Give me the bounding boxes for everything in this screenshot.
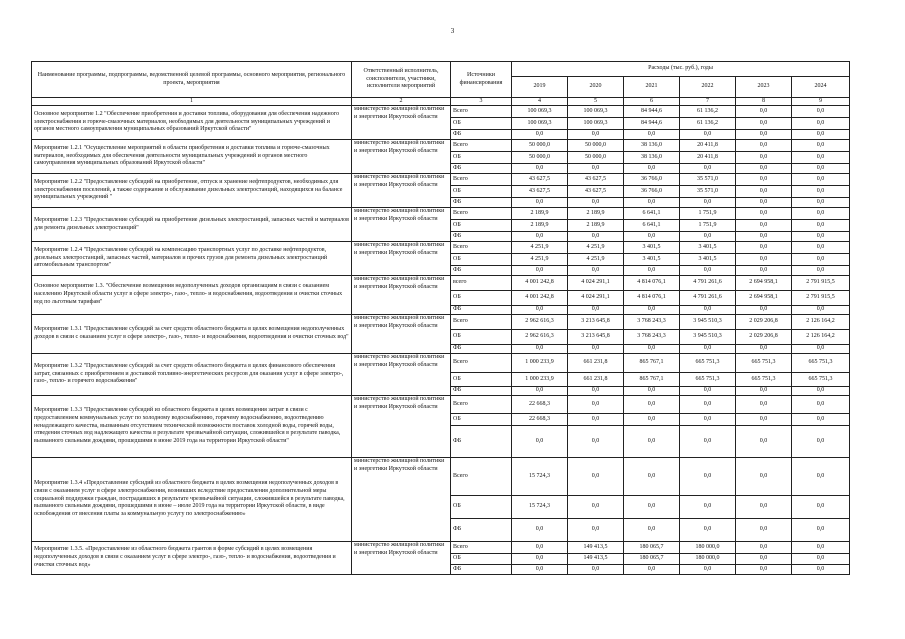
funding-source: ОБ [451,330,512,345]
activity-name: Мероприятие 1.3.5. «Предоставление из областного бюджета грантов в форме субсидий в целях возмещения недополученных доходов в связи с оказанием услуг в сфере электро-, газо-, тепло- и водоснабжения, водоотведения и очистки сточных вод» [32,542,352,575]
header-year: 2024 [792,77,850,98]
expense-value: 3 213 645,8 [568,315,624,330]
expense-value: 0,0 [624,130,680,140]
expense-value: 0,0 [736,254,792,266]
funding-source: ОБ [451,186,512,198]
expense-value: 0,0 [792,220,850,232]
expense-value: 0,0 [624,232,680,242]
funding-source: ОБ [451,554,512,565]
expense-value: 0,0 [624,387,680,396]
expense-value: 0,0 [568,519,624,542]
activity-name: Мероприятие 1.2.2 "Предоставление субсидий на приобретение, отпуск и хранение нефтепродуктов, необходимых для электроснабжения поселений, а также содержание и обслуживание дизельных электростанций, находящихся на балансе муниципальных учреждений " [32,174,352,208]
expense-value: 2 126 164,2 [792,330,850,345]
expense-value: 2 189,9 [512,220,568,232]
funding-source: Всего [451,458,512,496]
table-row [32,458,850,496]
expense-value: 15 724,3 [512,458,568,496]
expense-value: 0,0 [736,542,792,554]
funding-source: ФБ [451,164,512,174]
expense-value: 0,0 [736,130,792,140]
funding-source: Всего [451,315,512,330]
expense-value: 0,0 [624,345,680,354]
expense-value: 0,0 [512,198,568,208]
page-number: 3 [450,27,455,35]
expense-value: 0,0 [512,542,568,554]
activity-name: Мероприятие 1.2.3 "Предоставление субсидий на приобретение дизельных электростанций, запасных частей и материалов для ремонта дизельных электростанций" [32,208,352,242]
expense-value: 665 751,3 [736,354,792,373]
responsible-executor: министерство жилищной политики и энергетики Иркутской области [352,542,451,575]
expense-value: 665 751,3 [792,354,850,373]
expense-value: 43 627,5 [568,186,624,198]
expense-value: 0,0 [512,565,568,575]
expense-value: 0,0 [624,458,680,496]
expense-value: 38 136,0 [624,152,680,164]
expense-value: 0,0 [736,426,792,458]
funding-source: ФБ [451,130,512,140]
column-number: 3 [451,98,512,106]
funding-source: ОБ [451,496,512,519]
expense-value: 50 000,0 [568,140,624,152]
expense-value: 0,0 [792,426,850,458]
expense-value: 22 668,3 [512,396,568,414]
column-number: 8 [736,98,792,106]
funding-source: Всего [451,542,512,554]
funding-source: ОБ [451,373,512,387]
expense-value: 0,0 [680,496,736,519]
funding-source: ОБ [451,291,512,306]
expense-value: 0,0 [568,565,624,575]
expense-value: 20 411,8 [680,140,736,152]
header-expenses: Расходы (тыс. руб.), годы [512,62,850,77]
expense-value: 3 401,5 [680,254,736,266]
funding-source: Всего [451,354,512,373]
responsible-executor: министерство жилищной политики и энергетики Иркутской области [352,242,451,276]
responsible-executor: министерство жилищной политики и энергетики Иркутской области [352,458,451,542]
expense-value: 0,0 [512,554,568,565]
expense-value: 100 069,3 [568,106,624,118]
expense-value: 0,0 [792,164,850,174]
expense-value: 0,0 [736,118,792,130]
expense-value: 0,0 [736,152,792,164]
expense-value: 0,0 [792,306,850,315]
funding-source: ФБ [451,387,512,396]
expense-value: 0,0 [512,387,568,396]
expense-value: 0,0 [624,565,680,575]
expense-value: 0,0 [736,387,792,396]
responsible-executor: министерство жилищной политики и энергетики Иркутской области [352,174,451,208]
expense-value: 100 069,3 [512,118,568,130]
expense-value: 0,0 [680,306,736,315]
expense-value: 0,0 [512,232,568,242]
expense-value: 2 694 958,1 [736,276,792,291]
expense-value: 4 814 076,1 [624,276,680,291]
expense-value: 0,0 [680,198,736,208]
expense-value: 180 000,0 [680,542,736,554]
expense-value: 4 251,9 [512,242,568,254]
expense-value: 0,0 [680,164,736,174]
expense-value: 2 962 616,3 [512,315,568,330]
expense-value: 180 065,7 [624,542,680,554]
funding-source: ФБ [451,232,512,242]
expense-value: 22 668,3 [512,414,568,426]
activity-name: Мероприятие 1.2.1 "Осуществление мероприятий в области приобретения и доставки топлива и горюче-смазочных материалов, необходимых для обеспечения деятельности муниципальных учреждений и органов местного самоуправления муниципальных образований Иркутской области" [32,140,352,174]
responsible-executor: министерство жилищной политики и энергетики Иркутской области [352,354,451,396]
expense-value: 665 751,3 [680,373,736,387]
expense-value: 4 001 242,8 [512,276,568,291]
expense-value: 4 001 242,8 [512,291,568,306]
expense-value: 180 065,7 [624,554,680,565]
expense-value: 0,0 [680,345,736,354]
expense-value: 3 213 645,8 [568,330,624,345]
expense-value: 0,0 [792,414,850,426]
expense-value: 0,0 [512,426,568,458]
expense-value: 665 751,3 [736,373,792,387]
expense-value: 36 766,0 [624,174,680,186]
expense-value: 1 000 233,9 [512,354,568,373]
table-row [32,542,850,554]
header-year: 2020 [568,77,624,98]
expense-value: 149 413,5 [568,554,624,565]
expense-value: 0,0 [736,208,792,220]
expense-value: 0,0 [792,554,850,565]
funding-source: ФБ [451,565,512,575]
activity-name: Основное мероприятие 1.3. "Обеспечение возмещения недополученных доходов организациям в связи с оказанием населению Иркутской области услуг в сфере электро-, газо-, тепло- и водоснабжения, водоотведения и очистки сточных вод по льготным тарифам" [32,276,352,315]
expense-value: 0,0 [680,414,736,426]
expense-value: 50 000,0 [512,140,568,152]
expense-value: 0,0 [736,414,792,426]
expense-value: 0,0 [512,519,568,542]
expense-value: 0,0 [568,396,624,414]
funding-source: ФБ [451,426,512,458]
expense-value: 0,0 [512,306,568,315]
expense-value: 0,0 [624,198,680,208]
activity-name: Мероприятие 1.3.4 «Предоставление субсидий из областного бюджета в целях возмещения недополученных доходов в связи с оказанием услуг в сфере электроснабжения, возникших вследствие предоставления дополнительной меры социальной поддержки граждан, пострадавших в результате чрезвычайной ситуации, сложившейся в результате паводка, вызванного сильными дождями, прошедшими в июне – июле 2019 года на территории Иркутской области, в виде освобождения от внесения платы за коммунальную услугу по электроснабжению» [32,458,352,542]
column-number: 9 [792,98,850,106]
expense-value: 1 751,9 [680,220,736,232]
expense-value: 2 029 206,8 [736,315,792,330]
responsible-executor: министерство жилищной политики и энергетики Иркутской области [352,276,451,315]
expense-value: 3 945 510,3 [680,315,736,330]
expense-value: 0,0 [736,496,792,519]
expense-value: 2 791 915,5 [792,291,850,306]
expense-value: 0,0 [624,426,680,458]
header-year: 2022 [680,77,736,98]
responsible-executor: министерство жилищной политики и энергетики Иркутской области [352,315,451,354]
expense-value: 0,0 [568,306,624,315]
responsible-executor: министерство жилищной политики и энергетики Иркутской области [352,140,451,174]
expense-value: 0,0 [568,266,624,276]
expense-value: 2 029 206,8 [736,330,792,345]
expense-value: 0,0 [736,565,792,575]
expense-value: 0,0 [624,306,680,315]
funding-source: ФБ [451,266,512,276]
funding-source: Всего [451,106,512,118]
expense-value: 0,0 [792,542,850,554]
table-row [32,106,850,118]
expense-value: 0,0 [680,232,736,242]
expense-value: 0,0 [792,458,850,496]
expense-value: 0,0 [736,306,792,315]
expense-value: 0,0 [736,174,792,186]
expense-value: 1 751,9 [680,208,736,220]
expense-value: 6 641,1 [624,220,680,232]
expense-value: 2 694 958,1 [736,291,792,306]
expense-value: 4 024 291,1 [568,291,624,306]
expense-value: 0,0 [568,414,624,426]
expense-value: 0,0 [568,198,624,208]
expense-value: 3 401,5 [624,254,680,266]
expense-value: 0,0 [736,140,792,152]
activity-name: Мероприятие 1.2.4 "Предоставление субсидий на компенсацию транспортных услуг по доставке нефтепродуктов, дизельных электростанций, запасных частей, материалов и прочих грузов для ремонта дизельных электростанций автомобильным транспортом" [32,242,352,276]
expense-value: 43 627,5 [512,174,568,186]
expense-value: 0,0 [792,140,850,152]
expense-value: 0,0 [792,198,850,208]
expense-value: 865 767,1 [624,354,680,373]
expense-value: 0,0 [736,266,792,276]
column-number: 5 [568,98,624,106]
expense-value: 0,0 [736,198,792,208]
funding-source: Всего [451,140,512,152]
expense-value: 4 251,9 [568,254,624,266]
expense-value: 0,0 [736,186,792,198]
expense-value: 149 413,5 [568,542,624,554]
responsible-executor: министерство жилищной политики и энергетики Иркутской области [352,208,451,242]
expense-value: 0,0 [792,186,850,198]
expense-value: 2 962 616,3 [512,330,568,345]
funding-source: ФБ [451,306,512,315]
expense-value: 0,0 [624,414,680,426]
expense-value: 0,0 [736,106,792,118]
expense-value: 0,0 [568,496,624,519]
expense-value: 0,0 [680,387,736,396]
expense-value: 0,0 [736,458,792,496]
expense-value: 661 231,8 [568,373,624,387]
column-number: 1 [32,98,352,106]
expense-value: 0,0 [792,396,850,414]
header-year: 2021 [624,77,680,98]
table-row [32,315,850,330]
expense-value: 0,0 [792,266,850,276]
funding-source: ФБ [451,519,512,542]
expense-value: 0,0 [624,396,680,414]
expense-value: 84 944,6 [624,118,680,130]
expense-value: 0,0 [624,519,680,542]
expense-value: 35 571,0 [680,186,736,198]
expense-value: 0,0 [792,242,850,254]
expense-value: 180 000,0 [680,554,736,565]
expense-value: 1 000 233,9 [512,373,568,387]
column-number: 7 [680,98,736,106]
expense-value: 43 627,5 [568,174,624,186]
expense-value: 84 944,6 [624,106,680,118]
table-row [32,174,850,186]
table-row [32,276,850,291]
expense-value: 100 069,3 [512,106,568,118]
expense-value: 35 571,0 [680,174,736,186]
funding-source: ОБ [451,118,512,130]
expense-value: 0,0 [512,164,568,174]
expense-value: 0,0 [792,106,850,118]
expense-value: 6 641,1 [624,208,680,220]
responsible-executor: министерство жилищной политики и энергетики Иркутской области [352,106,451,140]
expense-value: 0,0 [792,130,850,140]
expense-value: 0,0 [792,232,850,242]
header-year: 2023 [736,77,792,98]
expense-value: 50 000,0 [568,152,624,164]
expense-value: 0,0 [680,458,736,496]
expense-value: 0,0 [680,426,736,458]
expense-value: 4 814 076,1 [624,291,680,306]
expense-value: 3 401,5 [624,242,680,254]
expense-value: 0,0 [512,266,568,276]
expense-value: 20 411,8 [680,152,736,164]
column-number: 2 [352,98,451,106]
expense-value: 0,0 [568,232,624,242]
expense-value: 0,0 [680,519,736,542]
expense-value: 4 791 261,6 [680,276,736,291]
column-number: 6 [624,98,680,106]
funding-source: всего [451,276,512,291]
expense-value: 865 767,1 [624,373,680,387]
funding-source: Всего [451,396,512,414]
expense-value: 0,0 [680,130,736,140]
expense-value: 0,0 [736,396,792,414]
funding-source: Всего [451,174,512,186]
funding-source: ФБ [451,345,512,354]
expense-value: 0,0 [792,519,850,542]
expense-value: 2 189,9 [568,220,624,232]
expense-value: 2 791 915,5 [792,276,850,291]
expense-value: 0,0 [568,130,624,140]
column-number: 4 [512,98,568,106]
expense-value: 3 768 243,3 [624,330,680,345]
expense-value: 0,0 [736,345,792,354]
expense-value: 36 766,0 [624,186,680,198]
expense-value: 0,0 [792,254,850,266]
table-body [32,106,850,575]
responsible-executor: министерство жилищной политики и энергетики Иркутской области [352,396,451,458]
expense-value: 0,0 [736,220,792,232]
expense-value: 0,0 [792,174,850,186]
expense-value: 0,0 [512,345,568,354]
expense-value: 661 231,8 [568,354,624,373]
expense-value: 0,0 [792,118,850,130]
table-row [32,140,850,152]
funding-source: ОБ [451,220,512,232]
expense-value: 0,0 [792,208,850,220]
expense-value: 4 251,9 [568,242,624,254]
funding-source: ФБ [451,198,512,208]
expense-value: 0,0 [624,496,680,519]
expense-value: 0,0 [736,242,792,254]
funding-source: Всего [451,208,512,220]
expense-value: 665 751,3 [792,373,850,387]
expense-value: 0,0 [568,426,624,458]
expense-value: 2 126 164,2 [792,315,850,330]
table-row [32,208,850,220]
expense-value: 61 136,2 [680,106,736,118]
activity-name: Мероприятие 1.3.3 "Предоставление субсидий из областного бюджета в целях возмещения затрат в связи с предоставлением коммунальных услуг по холодному водоснабжению, горячему водоснабжению, водоотведению ненадлежащего качества, вызванным отсутствием технической возможности поставок холодной воды, горячей воды, отведения сточных вод надлежащего качества в результате чрезвычайной ситуации, сложившейся в результате паводка, вызванного сильными дождями, прошедшими в июне 2019 года на территории Иркутской области" [32,396,352,458]
expense-value: 0,0 [736,164,792,174]
expense-value: 3 945 510,3 [680,330,736,345]
expense-value: 43 627,5 [512,186,568,198]
expense-value: 0,0 [512,130,568,140]
expense-value: 0,0 [792,496,850,519]
expense-value: 15 724,3 [512,496,568,519]
expense-value: 0,0 [624,164,680,174]
funding-source: Всего [451,242,512,254]
expense-value: 0,0 [792,387,850,396]
expense-value: 3 768 243,3 [624,315,680,330]
header-year: 2019 [512,77,568,98]
expense-value: 2 189,9 [568,208,624,220]
expense-value: 38 136,0 [624,140,680,152]
funding-source: ОБ [451,152,512,164]
header-executor: Ответственный исполнитель, соисполнители, участники, исполнители мероприятий [352,62,451,98]
expense-value: 0,0 [792,565,850,575]
header-source: Источники финансирования [451,62,512,98]
expense-value: 0,0 [568,458,624,496]
expense-value: 2 189,9 [512,208,568,220]
expense-value: 50 000,0 [512,152,568,164]
expense-value: 0,0 [568,345,624,354]
expense-value: 0,0 [568,164,624,174]
expense-value: 665 751,3 [680,354,736,373]
expense-value: 3 401,5 [680,242,736,254]
table-row [32,354,850,373]
expense-value: 100 069,3 [568,118,624,130]
expense-value: 0,0 [736,519,792,542]
header-name: Наименование программы, подпрограммы, ведомственной целевой программы, основного мероприятия, регионального проекта, мероприятия [32,62,352,98]
expense-value: 0,0 [792,345,850,354]
expense-value: 0,0 [736,232,792,242]
expense-value: 0,0 [680,565,736,575]
expense-value: 4 251,9 [512,254,568,266]
activity-name: Мероприятие 1.3.1 "Предоставление субсидий за счет средств областного бюджета в целях возмещения недополученных доходов в связи с оказанием услуг в сфере электро-, газо-, тепло- и водоснабжения, водоотведения и очистки сточных вод" [32,315,352,354]
table-row [32,242,850,254]
expense-value: 0,0 [792,152,850,164]
table-row [32,396,850,414]
expense-value: 0,0 [736,554,792,565]
activity-name: Мероприятие 1.3.2 "Предоставление субсидий за счет средств областного бюджета в целях финансового обеспечения затрат, связанных с приобретением и доставкой топливно-энергетических ресурсов для оказания услуг в сфере электро-, газо-, тепло- и горячего водоснабжения" [32,354,352,396]
funding-source: ОБ [451,254,512,266]
activity-name: Основное мероприятие 1.2 "Обеспечение приобретения и доставки топлива, оборудования для обеспечения надежного электроснабжения и горюче-смазочных материалов, необходимых для деятельности муниципальных учреждений и органов местного самоуправления муниципальных образований Иркутской области" [32,106,352,140]
expenses-table [31,61,850,575]
expense-value: 4 791 261,6 [680,291,736,306]
expense-value: 0,0 [568,387,624,396]
expense-value: 61 136,2 [680,118,736,130]
expense-value: 0,0 [624,266,680,276]
funding-source: ОБ [451,414,512,426]
expense-value: 0,0 [680,266,736,276]
expense-value: 0,0 [680,396,736,414]
expense-value: 4 024 291,1 [568,276,624,291]
